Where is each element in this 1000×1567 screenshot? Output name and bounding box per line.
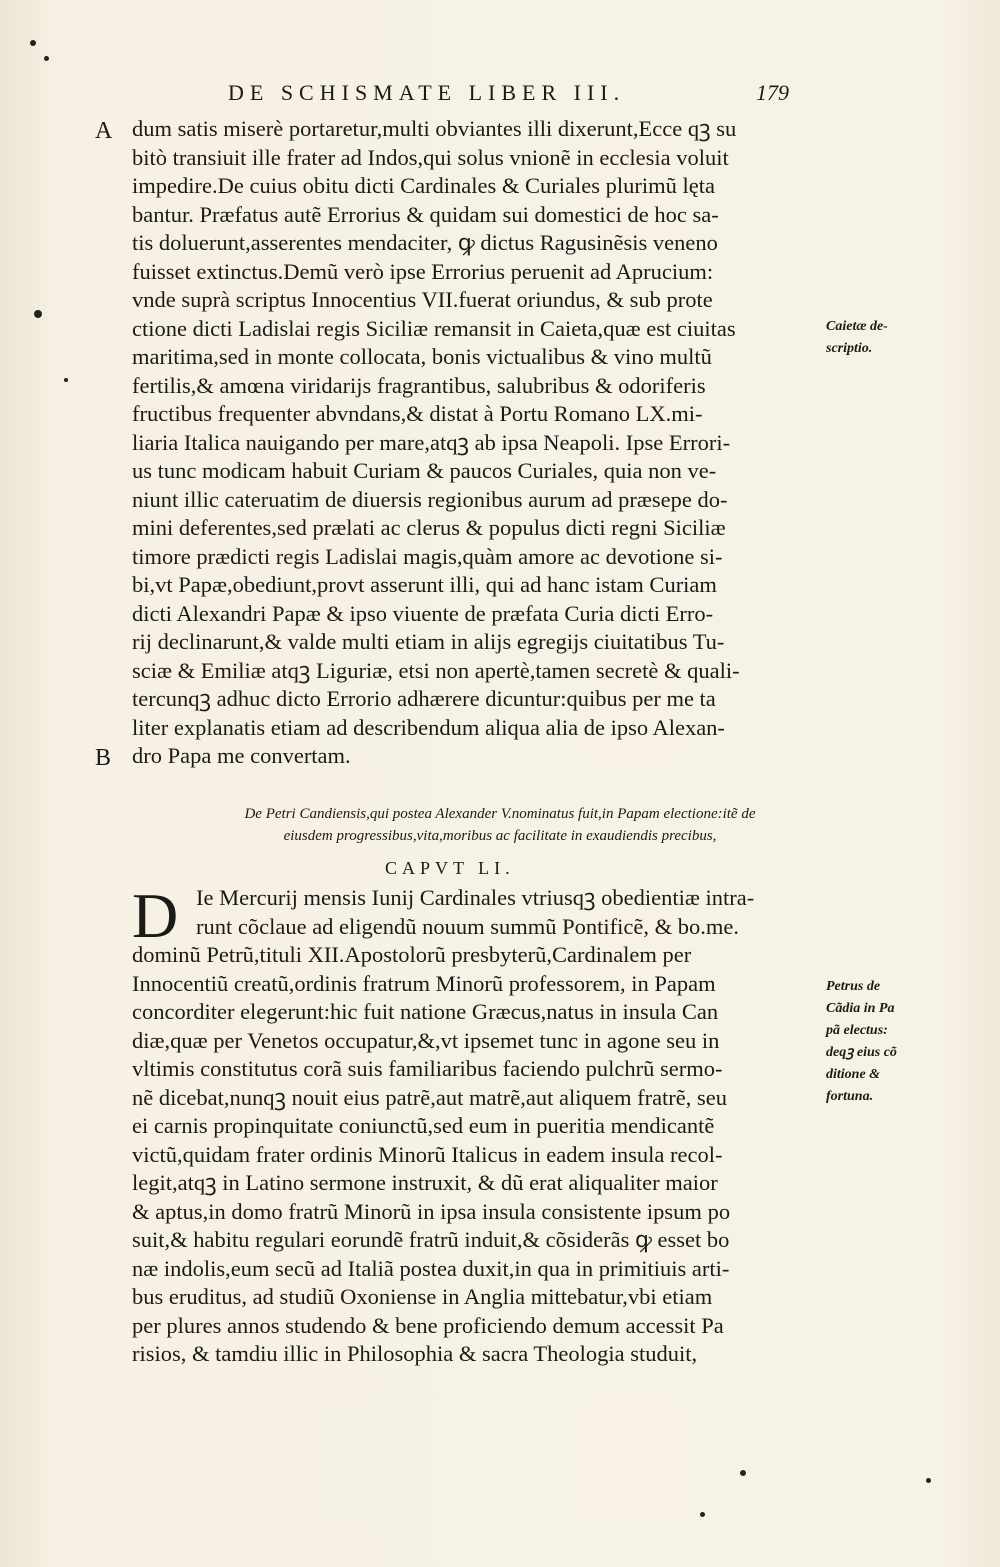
- marginal-note-line: pã electus:: [826, 1023, 888, 1038]
- ink-speck: [740, 1470, 746, 1476]
- chapter-opening-lines: [196, 884, 816, 941]
- ink-speck: [700, 1512, 705, 1517]
- text-line: liter explanatis etiam ad describendum aliqua alia de ipso Alexan-: [132, 714, 725, 740]
- chapter-summary: [150, 803, 850, 847]
- text-line: legit,atqꝫ in Latino sermone instruxit, & dũ erat aliqualiter maior: [132, 1170, 718, 1195]
- text-line: concorditer elegerunt:hic fuit natione Græcus,natus in insula Can: [132, 999, 719, 1024]
- chapter-body: [132, 941, 822, 1369]
- text-line: dicti Alexandri Papæ & ipso viuente de præfata Curia dicti Erro-: [132, 600, 714, 626]
- text-line: maritima,sed in monte collocata, bonis victualibus & vino multũ: [132, 344, 712, 369]
- ink-speck: [34, 310, 42, 318]
- text-line: dum satis miserè portaretur,multi obviantes illi dixerunt,Ecce qꝫ su: [132, 116, 737, 141]
- text-line: ei carnis propinquitate coniunctũ,sed eum in pueritia mendicantẽ: [132, 1113, 715, 1138]
- section-letter-b: B: [95, 745, 112, 771]
- page-number: 179: [756, 80, 789, 105]
- ink-speck: [44, 56, 49, 61]
- text-line: bi,vt Papæ,obediunt,provt asserunt illi, qui ad hanc istam Curiam: [132, 572, 717, 597]
- text-line: per plures annos studendo & bene proficiendo demum accessit Pa: [132, 1312, 724, 1338]
- text-line: diæ,quæ per Venetos occupatur,&,vt ipsemet tunc in agone seu in: [132, 1027, 720, 1053]
- ink-speck: [926, 1478, 931, 1483]
- text-line: niunt illic cateruatim de diuersis regionibus aurum ad præsepe do-: [132, 486, 728, 512]
- text-line: vltimis constitutus corã suis familiaribus faciendo pulchrũ sermo-: [132, 1056, 723, 1081]
- text-line: tis doluerunt,asserentes mendaciter, ꝙ dictus Ragusinẽsis veneno: [132, 230, 718, 255]
- text-line: victũ,quidam frater ordinis Minorũ Italicus in eadem insula recol-: [132, 1141, 723, 1167]
- text-line: dominũ Petrũ,tituli XII.Apostolorũ presbyterũ,Cardinalem per: [132, 942, 692, 967]
- marginal-note-line: Petrus de: [826, 979, 881, 994]
- text-line: nẽ dicebat,nunqꝫ nouit eius patrẽ,aut matrẽ,aut aliquem fratrẽ, seu: [132, 1084, 728, 1110]
- text-line: risios, & tamdiu illic in Philosophia & sacra Theologia studuit,: [132, 1341, 698, 1366]
- marginal-note-petrus: [826, 976, 897, 1108]
- marginal-note-line: Caietæ de-: [826, 319, 888, 334]
- marginal-note-line: Cãdia in Pa: [826, 1001, 895, 1016]
- text-line: bus eruditus, ad studiũ Oxoniense in Anglia mittebatur,vbi etiam: [132, 1284, 713, 1309]
- chapter-summary-line: eiusdem progressibus,vita,moribus ac facilitate in exaudiendis precibus,: [283, 828, 717, 844]
- text-line: & aptus,in domo fratrũ Minorũ in ipsa insula consistente ipsum po: [132, 1198, 731, 1224]
- text-line: Innocentiũ creatũ,ordinis fratrum Minorũ professorem, in Papam: [132, 970, 716, 996]
- text-line: suit,& habitu regulari eorundẽ fratrũ induit,& cõsiderãs ꝙ esset bo: [132, 1227, 730, 1252]
- text-line: liaria Italica nauigando per mare,atqꝫ ab ipsa Neapoli. Ipse Errori-: [132, 429, 731, 455]
- text-line: sciæ & Emiliæ atqꝫ Liguriæ, etsi non apertè,tamen secretè & quali-: [132, 657, 740, 683]
- running-title: DE SCHISMATE LIBER III.: [228, 80, 626, 105]
- text-line: Ie Mercurij mensis Iunij Cardinales vtriusqꝫ obedientiæ intra-: [196, 885, 755, 910]
- chapter-summary-line: De Petri Candiensis,qui postea Alexander V.nominatus fuit,in Papam electione:itẽ de: [244, 806, 756, 822]
- text-line: dro Papa me convertam.: [132, 743, 351, 768]
- section-letter-a: A: [95, 118, 113, 144]
- marginal-note-line: fortuna.: [826, 1089, 874, 1104]
- text-line: ctione dicti Ladislai regis Siciliæ remansit in Caieta,quæ est ciuitas: [132, 315, 736, 341]
- text-line: us tunc modicam habuit Curiam & paucos Curiales, quia non ve-: [132, 458, 717, 483]
- paragraph-continuation: [132, 115, 822, 771]
- text-line: fructibus frequenter abvndans,& distat à Portu Romano LX.mi-: [132, 401, 703, 426]
- ink-speck: [30, 40, 36, 46]
- marginal-note-line: deqꝫ eius cõ: [826, 1045, 897, 1060]
- text-line: mini deferentes,sed prælati ac clerus & populus dicti regni Siciliæ: [132, 515, 726, 540]
- chapter-heading: CAPVT LI.: [385, 858, 515, 878]
- ink-speck: [64, 378, 68, 382]
- text-line: bitò transiuit ille frater ad Indos,qui solus vnionẽ in ecclesia voluit: [132, 144, 729, 170]
- text-line: rij declinarunt,& valde multi etiam in alijs egregijs ciuitatibus Tu-: [132, 629, 725, 654]
- marginal-note-line: ditione &: [826, 1067, 881, 1082]
- marginal-note-line: scriptio.: [826, 341, 873, 356]
- text-line: næ indolis,eum secũ ad Italiã postea duxit,in qua in primitiuis arti-: [132, 1255, 730, 1281]
- text-line: bantur. Præfatus autẽ Errorius & quidam sui domestici de hoc sa-: [132, 201, 719, 227]
- drop-cap: D: [132, 880, 179, 951]
- text-line: tercunqꝫ adhuc dicto Errorio adhærere dicuntur:quibus per me ta: [132, 686, 716, 711]
- text-line: impedire.De cuius obitu dicti Cardinales & Curiales plurimũ lęta: [132, 173, 715, 198]
- marginal-note-caieta: [826, 316, 888, 360]
- text-line: fuisset extinctus.Demũ verò ipse Errorius peruenit ad Aprucium:: [132, 258, 714, 284]
- text-line: fertilis,& amœna viridarijs fragrantibus, salubribus & odoriferis: [132, 372, 706, 398]
- text-line: vnde suprà scriptus Innocentius VII.fuerat oriundus, & sub prote: [132, 287, 713, 312]
- text-line: runt cõclaue ad eligendũ nouum summũ Pontificẽ, & bo.me.: [196, 913, 740, 939]
- text-line: timore prædicti regis Ladislai magis,quàm amore ac devotione si-: [132, 543, 723, 569]
